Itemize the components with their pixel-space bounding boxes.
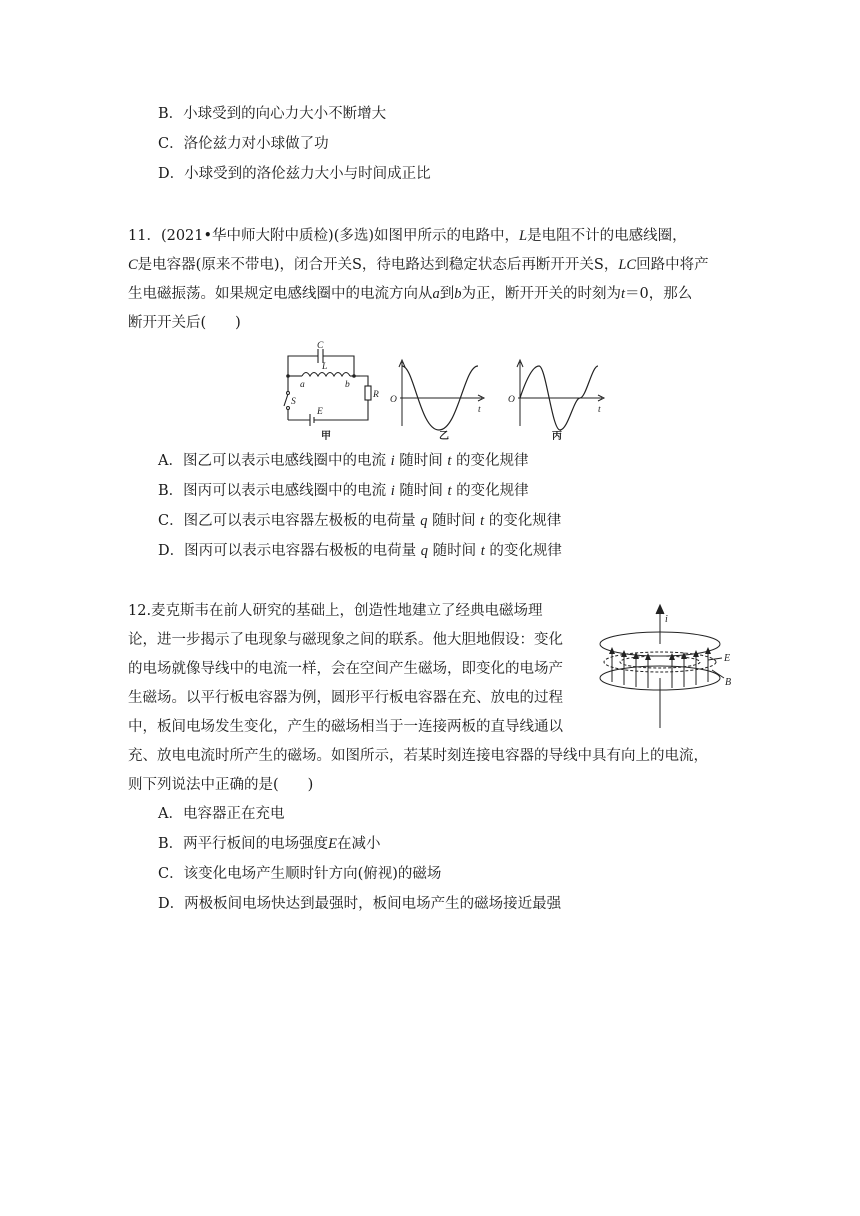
graph-bing-t-axis: t bbox=[598, 405, 601, 415]
q12-stem-line-7: 则下列说法中正确的是( ) bbox=[128, 777, 314, 793]
label-l: L bbox=[322, 362, 328, 372]
q12-option-c: C．该变化电场产生顺时针方向(俯视)的磁场 bbox=[158, 866, 442, 882]
graph-bing bbox=[517, 360, 604, 430]
label-e-field: E bbox=[724, 653, 731, 664]
q11-stem-line-4: 断开开关后( ) bbox=[128, 315, 241, 331]
q12-stem-line-5: 中，板间电场发生变化，产生的磁场相当于一连接两板的直导线通以 bbox=[128, 719, 563, 735]
q11-stem-line-3: 生电磁振荡。如果规定电感线圈中的电流方向从a到b为正，断开开关的时刻为t＝0，那么 bbox=[128, 286, 693, 302]
caption-jia: 甲 bbox=[321, 431, 331, 442]
q12-stem-line-2: 论，进一步揭示了电现象与磁现象之间的联系。他大胆地假设：变化 bbox=[128, 632, 563, 648]
q12-option-a: A．电容器正在充电 bbox=[158, 806, 285, 822]
q12-option-d: D．两极板间电场快达到最强时，板间电场产生的磁场接近最强 bbox=[158, 896, 562, 912]
junction-right bbox=[352, 374, 356, 378]
graph-yi-origin: O bbox=[390, 395, 397, 405]
caption-bing: 丙 bbox=[552, 431, 562, 442]
q11-figure bbox=[280, 338, 620, 444]
q10-option-b: B．小球受到的向心力大小不断增大 bbox=[158, 106, 387, 122]
q11-stem-line-2: C是电容器(原来不带电)，闭合开关S，待电路达到稳定状态后再断开开关S，LC回路中将产 bbox=[128, 257, 709, 273]
graph-yi bbox=[399, 360, 484, 430]
resistor bbox=[365, 386, 371, 400]
q12-stem-line-4: 生磁场。以平行板电容器为例，圆形平行板电容器在充、放电的过程 bbox=[128, 690, 563, 706]
current-arrow bbox=[656, 605, 664, 614]
q11-option-d: D．图丙可以表示电容器右极板的电荷量 q 随时间 t 的变化规律 bbox=[158, 543, 562, 559]
q12-stem-line-1: 12.麦克斯韦在前人研究的基础上，创造性地建立了经典电磁场理 bbox=[128, 603, 543, 619]
label-b-field: B bbox=[725, 677, 732, 688]
circuit-diagram bbox=[284, 349, 371, 426]
q10-option-d: D．小球受到的洛伦兹力大小与时间成正比 bbox=[158, 166, 431, 182]
label-e: E bbox=[317, 407, 323, 417]
graph-yi-t-axis: t bbox=[478, 405, 481, 415]
q10-option-c: C．洛伦兹力对小球做了功 bbox=[158, 136, 329, 152]
q12-option-b: B．两平行板间的电场强度E在减小 bbox=[158, 836, 381, 852]
label-a: a bbox=[300, 380, 305, 390]
q11-stem-line-1: 11．(2021•华中师大附中质检)(多选)如图甲所示的电路中，L是电阻不计的电感线圈， bbox=[128, 228, 687, 244]
label-r: R bbox=[373, 390, 379, 400]
q11-option-a: A．图乙可以表示电感线圈中的电流 i 随时间 t 的变化规律 bbox=[158, 453, 529, 469]
graph-bing-origin: O bbox=[508, 395, 515, 405]
label-b: b bbox=[345, 380, 350, 390]
q12-figure bbox=[594, 600, 746, 732]
label-s: S bbox=[291, 397, 296, 407]
inductor-coil bbox=[302, 373, 350, 377]
q11-option-b: B．图丙可以表示电感线圈中的电流 i 随时间 t 的变化规律 bbox=[158, 483, 529, 499]
label-c: C bbox=[317, 341, 324, 351]
junction-left bbox=[286, 374, 290, 378]
switch-lever bbox=[284, 394, 288, 406]
caption-yi: 乙 bbox=[439, 431, 449, 442]
b-leader bbox=[712, 670, 724, 678]
q11-option-c: C．图乙可以表示电容器左极板的电荷量 q 随时间 t 的变化规律 bbox=[158, 513, 562, 529]
q12-stem-line-6: 充、放电电流时所产生的磁场。如图所示，若某时刻连接电容器的导线中具有向上的电流， bbox=[128, 748, 708, 764]
q12-stem-line-3: 的电场就像导线中的电流一样，会在空间产生磁场，即变化的电场产 bbox=[128, 661, 563, 677]
label-i: i bbox=[665, 614, 668, 625]
